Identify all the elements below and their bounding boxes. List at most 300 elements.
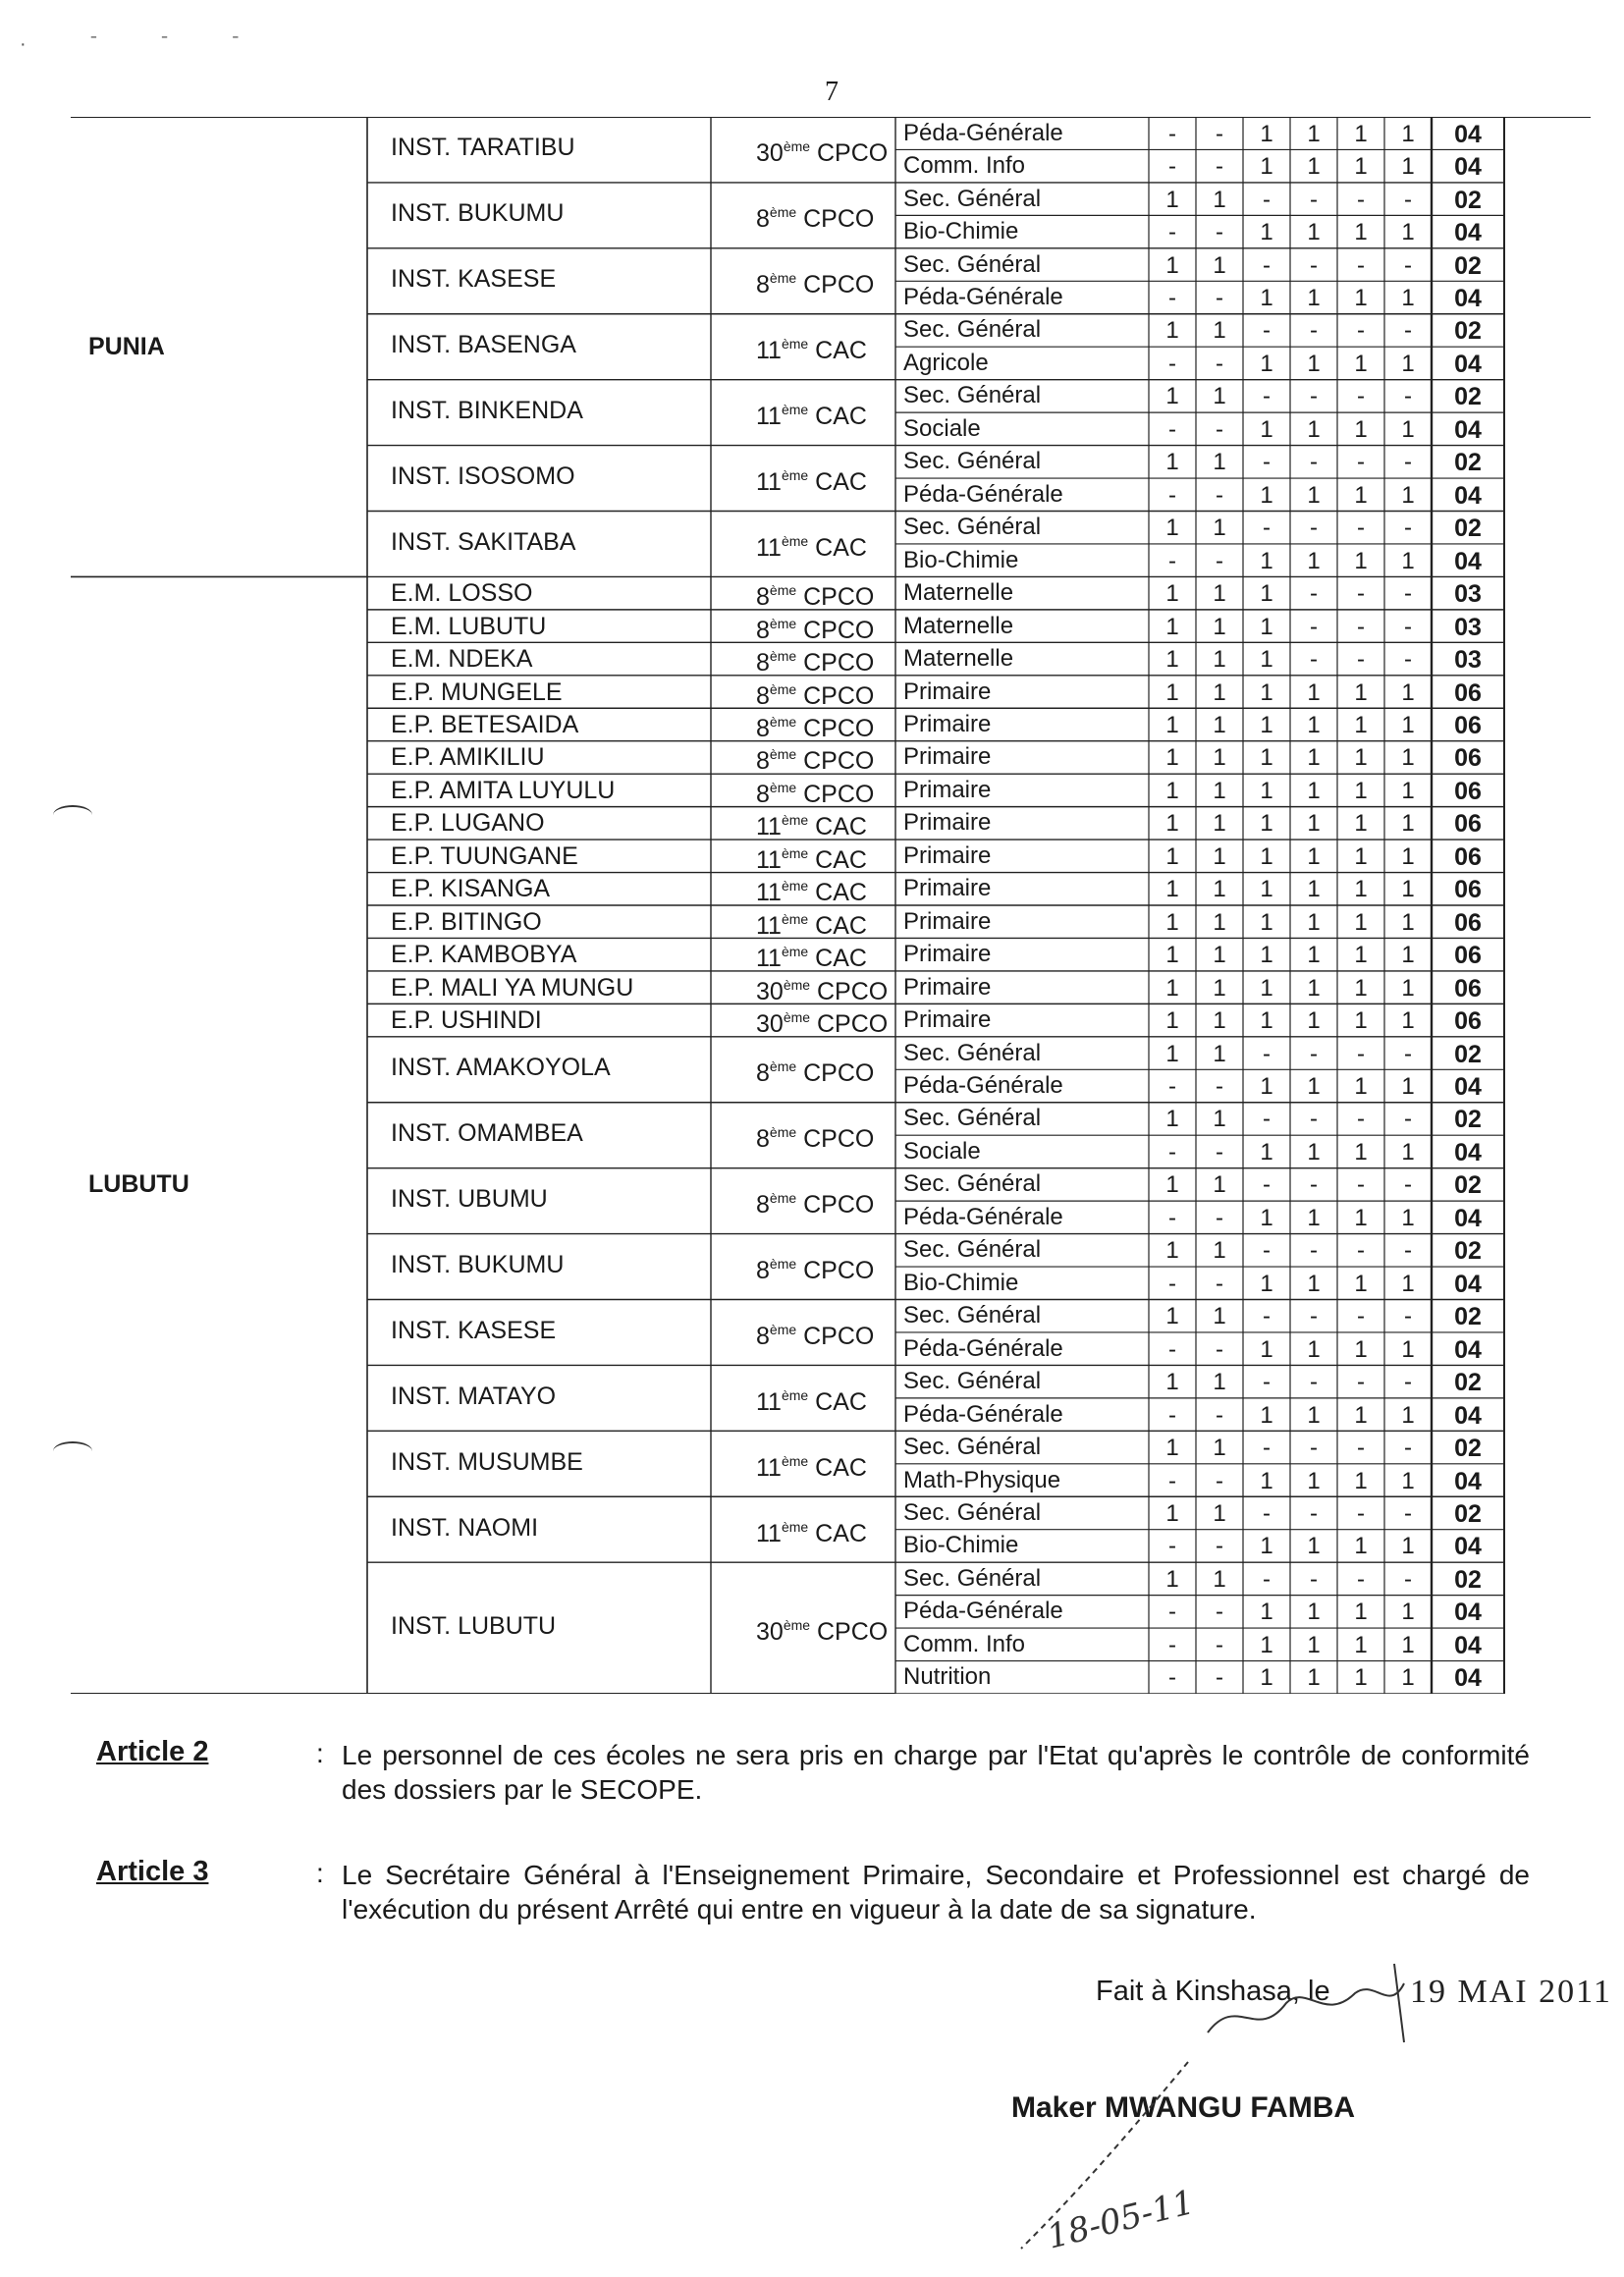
option-total: 04	[1454, 547, 1482, 575]
option-count: -	[1263, 1237, 1271, 1265]
option-count: 1	[1354, 1073, 1368, 1101]
level-unit: CAC	[808, 911, 867, 940]
option-count: 1	[1401, 1138, 1415, 1166]
region-name: PUNIA	[88, 333, 165, 361]
option-count: 1	[1213, 580, 1226, 608]
option-count: -	[1263, 186, 1271, 213]
handwritten-signature	[943, 1954, 1453, 2268]
level-suffix: ème	[769, 648, 797, 665]
option-count: -	[1404, 1237, 1412, 1265]
school-level	[756, 912, 867, 939]
option-count: 1	[1165, 515, 1179, 542]
option-count: 1	[1307, 1138, 1321, 1166]
option-count: 1	[1213, 1237, 1226, 1265]
option-count: 1	[1401, 908, 1415, 936]
option-count: 1	[1307, 1270, 1321, 1297]
option-count: 1	[1165, 908, 1179, 936]
option-total: 04	[1454, 285, 1482, 313]
option-count: 1	[1165, 317, 1179, 345]
level-number: 30	[756, 1618, 784, 1647]
option-count: 1	[1354, 1467, 1368, 1494]
option-total: 06	[1454, 908, 1482, 937]
school-level	[756, 1059, 874, 1086]
option-count: 1	[1213, 1171, 1226, 1199]
level-suffix: ème	[769, 582, 797, 599]
option-count: -	[1168, 153, 1176, 181]
option-count: -	[1310, 1106, 1318, 1133]
handwritten-date: 18-05-11	[1043, 2182, 1199, 2257]
level-unit: CPCO	[810, 1010, 889, 1039]
option-name: Primaire	[903, 973, 992, 1001]
option-total: 02	[1454, 1106, 1482, 1134]
level-suffix: ème	[769, 779, 797, 795]
option-count: 1	[1165, 251, 1179, 279]
option-count: -	[1357, 449, 1365, 476]
option-count: 1	[1401, 1335, 1415, 1363]
option-name: Bio-Chimie	[903, 546, 1019, 573]
level-unit: CPCO	[796, 747, 875, 776]
level-suffix: ème	[781, 532, 809, 549]
option-count: 1	[1213, 613, 1226, 640]
option-count: 1	[1213, 974, 1226, 1002]
school-level	[756, 781, 874, 807]
option-count: 1	[1165, 810, 1179, 838]
school-level	[756, 271, 874, 298]
option-count: -	[1357, 1171, 1365, 1199]
option-name: Math-Physique	[903, 1466, 1061, 1493]
school-level	[756, 715, 874, 741]
level-unit: CPCO	[810, 1618, 889, 1647]
option-name: Nutrition	[903, 1663, 992, 1691]
school-name: INST. BINKENDA	[391, 397, 583, 425]
option-name: Sec. Général	[903, 514, 1042, 541]
option-total: 06	[1454, 678, 1482, 707]
school-name: INST. BASENGA	[391, 331, 576, 359]
option-count: -	[1168, 1204, 1176, 1231]
option-count: 1	[1213, 449, 1226, 476]
option-count: 1	[1213, 1565, 1226, 1593]
article-3-text: Le Secrétaire Général à l'Enseignement Primaire, Secondaire et Professionnel est chargé de l'exécution du présent Arrêté qui entre en vigueur à la date de sa signature.	[342, 1860, 1530, 1925]
option-count: -	[1168, 350, 1176, 377]
option-count: -	[1216, 481, 1223, 509]
option-count: 1	[1354, 415, 1368, 443]
option-count: 1	[1401, 120, 1415, 147]
option-total: 04	[1454, 1073, 1482, 1102]
level-number: 8	[756, 1125, 770, 1154]
option-count: -	[1168, 1631, 1176, 1658]
option-count: 1	[1401, 744, 1415, 772]
option-name: Primaire	[903, 809, 992, 837]
option-count: 1	[1213, 1303, 1226, 1330]
option-count: -	[1263, 1171, 1271, 1199]
option-count: 1	[1213, 1007, 1226, 1035]
option-count: -	[1168, 1401, 1176, 1429]
level-unit: CPCO	[796, 205, 875, 234]
option-count: 1	[1260, 1631, 1273, 1658]
school-level	[756, 337, 867, 363]
option-count: 1	[1354, 678, 1368, 706]
option-total: 04	[1454, 1664, 1482, 1693]
option-count: -	[1168, 1599, 1176, 1626]
level-unit: CPCO	[810, 139, 889, 168]
option-count: 1	[1354, 547, 1368, 574]
option-count: -	[1216, 1401, 1223, 1429]
option-count: 1	[1260, 547, 1273, 574]
level-suffix: ème	[769, 270, 797, 287]
school-level	[756, 1125, 874, 1152]
option-name: Primaire	[903, 743, 992, 771]
option-name: Sec. Général	[903, 316, 1042, 344]
school-name: E.P. AMIKILIU	[391, 743, 545, 772]
level-suffix: ème	[769, 1058, 797, 1075]
option-count: 1	[1307, 1664, 1321, 1692]
option-count: 1	[1354, 1599, 1368, 1626]
option-count: 1	[1260, 153, 1273, 181]
option-count: 1	[1307, 1073, 1321, 1101]
option-count: 1	[1401, 1664, 1415, 1692]
option-total: 06	[1454, 974, 1482, 1003]
level-unit: CAC	[808, 845, 867, 874]
option-count: -	[1404, 646, 1412, 674]
option-count: 1	[1165, 744, 1179, 772]
level-unit: CAC	[808, 1387, 867, 1416]
school-level	[756, 403, 867, 429]
school-name: E.P. TUUNGANE	[391, 841, 578, 870]
level-suffix: ème	[781, 944, 809, 960]
school-name: INST. LUBUTU	[391, 1612, 557, 1641]
option-total: 02	[1454, 1237, 1482, 1266]
level-suffix: ème	[781, 812, 809, 829]
option-count: 1	[1307, 1007, 1321, 1035]
option-count: 1	[1307, 974, 1321, 1002]
level-unit: CAC	[808, 879, 867, 907]
option-count: -	[1404, 1435, 1412, 1462]
option-count: -	[1168, 285, 1176, 312]
option-count: 1	[1401, 711, 1415, 738]
option-count: 1	[1401, 876, 1415, 903]
level-number: 30	[756, 1010, 784, 1039]
option-count: -	[1216, 153, 1223, 181]
school-name: E.P. AMITA LUYULU	[391, 776, 616, 804]
option-name: Sec. Général	[903, 1039, 1042, 1066]
level-suffix: ème	[769, 1321, 797, 1337]
option-count: -	[1404, 317, 1412, 345]
option-name: Sec. Général	[903, 185, 1042, 212]
option-count: 1	[1401, 1270, 1415, 1297]
level-number: 8	[756, 714, 770, 742]
level-unit: CPCO	[796, 616, 875, 644]
option-count: -	[1310, 580, 1318, 608]
level-number: 8	[756, 205, 770, 234]
school-level	[756, 1520, 867, 1546]
option-total: 04	[1454, 350, 1482, 378]
option-count: 1	[1213, 515, 1226, 542]
school-name: INST. UBUMU	[391, 1185, 548, 1214]
school-name: INST. BUKUMU	[391, 1251, 565, 1279]
option-count: -	[1357, 1106, 1365, 1133]
school-level	[756, 468, 867, 495]
option-count: -	[1404, 613, 1412, 640]
option-count: 1	[1401, 1631, 1415, 1658]
option-count: 1	[1260, 1401, 1273, 1429]
option-count: -	[1263, 1499, 1271, 1527]
school-name: INST. SAKITABA	[391, 527, 576, 556]
option-count: 1	[1165, 449, 1179, 476]
region-name: LUBUTU	[88, 1170, 189, 1199]
option-name: Sec. Général	[903, 1368, 1042, 1395]
option-name: Maternelle	[903, 645, 1014, 673]
option-total: 06	[1454, 711, 1482, 739]
school-name: INST. OMAMBEA	[391, 1119, 583, 1148]
option-count: 1	[1354, 1138, 1368, 1166]
option-count: -	[1216, 219, 1223, 246]
level-suffix: ème	[781, 1452, 809, 1469]
option-count: 1	[1260, 1533, 1273, 1560]
option-count: 1	[1165, 1237, 1179, 1265]
option-name: Sec. Général	[903, 382, 1042, 409]
level-unit: CPCO	[796, 1059, 875, 1088]
option-name: Sec. Général	[903, 1434, 1042, 1461]
option-count: -	[1404, 1369, 1412, 1396]
option-count: 1	[1165, 942, 1179, 969]
school-level	[756, 813, 867, 840]
level-unit: CPCO	[810, 977, 889, 1005]
option-count: 1	[1307, 842, 1321, 870]
option-count: 1	[1307, 415, 1321, 443]
school-name: E.P. KAMBOBYA	[391, 941, 577, 969]
option-count: -	[1263, 515, 1271, 542]
school-name: E.P. LUGANO	[391, 809, 545, 838]
option-total: 06	[1454, 1007, 1482, 1036]
option-count: 1	[1401, 1073, 1415, 1101]
schools-table	[71, 117, 1591, 1694]
option-count: 1	[1165, 1303, 1179, 1330]
option-count: 1	[1354, 942, 1368, 969]
option-count: -	[1404, 1499, 1412, 1527]
option-count: 1	[1354, 1401, 1368, 1429]
option-count: 1	[1401, 415, 1415, 443]
option-total: 04	[1454, 1138, 1482, 1166]
level-unit: CAC	[808, 1519, 867, 1547]
option-count: 1	[1354, 1270, 1368, 1297]
option-name: Bio-Chimie	[903, 1532, 1019, 1559]
option-total: 02	[1454, 1499, 1482, 1528]
level-number: 11	[756, 403, 782, 431]
option-name: Sec. Général	[903, 1105, 1042, 1132]
option-count: 1	[1260, 777, 1273, 804]
option-count: 1	[1354, 120, 1368, 147]
option-count: 1	[1354, 974, 1368, 1002]
option-count: 1	[1260, 285, 1273, 312]
level-suffix: ème	[769, 680, 797, 697]
option-count: -	[1310, 251, 1318, 279]
option-name: Sec. Général	[903, 250, 1042, 278]
option-count: 1	[1260, 711, 1273, 738]
school-name: E.M. LOSSO	[391, 579, 533, 608]
option-count: 1	[1260, 613, 1273, 640]
option-count: 1	[1401, 1401, 1415, 1429]
option-total: 06	[1454, 744, 1482, 773]
option-count: -	[1168, 120, 1176, 147]
school-level	[756, 1191, 874, 1218]
option-count: 1	[1165, 613, 1179, 640]
option-total: 04	[1454, 1401, 1482, 1430]
option-count: 1	[1354, 711, 1368, 738]
option-count: -	[1263, 1106, 1271, 1133]
article-2-label: Article 2	[96, 1736, 209, 1767]
option-count: -	[1216, 415, 1223, 443]
option-count: 1	[1401, 974, 1415, 1002]
option-total: 02	[1454, 1303, 1482, 1331]
option-count: -	[1404, 1303, 1412, 1330]
option-count: -	[1216, 1631, 1223, 1658]
option-count: 1	[1165, 383, 1179, 410]
option-count: -	[1263, 383, 1271, 410]
option-count: 1	[1165, 580, 1179, 608]
option-total: 02	[1454, 1369, 1482, 1397]
level-unit: CAC	[808, 403, 867, 431]
option-count: 1	[1401, 350, 1415, 377]
option-count: 1	[1354, 1335, 1368, 1363]
option-total: 04	[1454, 415, 1482, 444]
option-name: Primaire	[903, 710, 992, 737]
option-total: 04	[1454, 1204, 1482, 1232]
level-number: 11	[756, 1453, 782, 1482]
option-count: -	[1357, 646, 1365, 674]
level-number: 11	[756, 337, 782, 365]
level-number: 8	[756, 583, 770, 612]
school-level	[756, 1454, 867, 1481]
level-number: 8	[756, 1257, 770, 1285]
option-count: -	[1168, 547, 1176, 574]
option-name: Agricole	[903, 349, 989, 376]
level-unit: CAC	[808, 813, 867, 841]
level-number: 11	[756, 1387, 782, 1416]
option-count: 1	[1307, 1467, 1321, 1494]
option-count: -	[1263, 1435, 1271, 1462]
option-count: -	[1310, 1040, 1318, 1067]
option-count: 1	[1307, 942, 1321, 969]
option-count: -	[1216, 120, 1223, 147]
option-count: -	[1310, 1499, 1318, 1527]
option-name: Péda-Générale	[903, 1598, 1063, 1625]
option-count: -	[1357, 317, 1365, 345]
school-name: E.M. LUBUTU	[391, 612, 547, 640]
level-unit: CPCO	[796, 1191, 875, 1220]
option-count: 1	[1165, 1040, 1179, 1067]
level-suffix: ème	[769, 204, 797, 221]
date-stamp: 19 MAI 2011	[1410, 1974, 1612, 2010]
option-count: 1	[1213, 186, 1226, 213]
option-count: 1	[1213, 317, 1226, 345]
option-count: 1	[1354, 481, 1368, 509]
option-count: 1	[1213, 744, 1226, 772]
option-count: 1	[1165, 186, 1179, 213]
level-suffix: ème	[781, 878, 809, 895]
option-count: 1	[1354, 350, 1368, 377]
option-name: Comm. Info	[903, 152, 1026, 180]
option-count: 1	[1213, 876, 1226, 903]
option-total: 06	[1454, 842, 1482, 871]
option-count: 1	[1260, 580, 1273, 608]
option-name: Bio-Chimie	[903, 1269, 1019, 1296]
level-number: 8	[756, 1322, 770, 1350]
option-name: Péda-Générale	[903, 1203, 1063, 1230]
option-count: 1	[1165, 1565, 1179, 1593]
school-level	[756, 139, 888, 166]
option-count: -	[1404, 186, 1412, 213]
option-count: 1	[1260, 974, 1273, 1002]
option-name: Sec. Général	[903, 1302, 1042, 1329]
option-total: 02	[1454, 1435, 1482, 1463]
option-name: Primaire	[903, 841, 992, 869]
option-count: 1	[1354, 1664, 1368, 1692]
option-count: 1	[1260, 350, 1273, 377]
option-name: Bio-Chimie	[903, 218, 1019, 245]
school-level	[756, 1388, 867, 1415]
article-3-colon: :	[316, 1858, 324, 1888]
option-count: -	[1168, 1073, 1176, 1101]
level-number: 8	[756, 747, 770, 776]
option-count: -	[1310, 1435, 1318, 1462]
option-count: 1	[1213, 646, 1226, 674]
option-count: -	[1216, 547, 1223, 574]
option-count: 1	[1401, 285, 1415, 312]
option-count: 1	[1354, 876, 1368, 903]
option-count: -	[1263, 449, 1271, 476]
option-count: 1	[1354, 285, 1368, 312]
option-count: 1	[1307, 481, 1321, 509]
option-count: 1	[1165, 974, 1179, 1002]
option-count: 1	[1260, 1335, 1273, 1363]
option-count: -	[1216, 1467, 1223, 1494]
level-number: 8	[756, 616, 770, 644]
option-total: 02	[1454, 1171, 1482, 1200]
option-count: -	[1357, 1040, 1365, 1067]
option-count: 1	[1260, 876, 1273, 903]
level-number: 8	[756, 681, 770, 710]
option-count: -	[1216, 1138, 1223, 1166]
option-count: 1	[1260, 1204, 1273, 1231]
level-unit: CPCO	[796, 1257, 875, 1285]
option-count: 1	[1307, 547, 1321, 574]
option-count: 1	[1260, 678, 1273, 706]
level-number: 8	[756, 649, 770, 678]
option-count: 1	[1354, 1204, 1368, 1231]
scan-specks: · ˉ ˉ ˉ	[20, 33, 269, 55]
option-name: Péda-Générale	[903, 1334, 1063, 1362]
option-count: -	[1168, 1533, 1176, 1560]
option-total: 02	[1454, 383, 1482, 411]
level-suffix: ème	[783, 976, 811, 993]
option-count: -	[1310, 515, 1318, 542]
option-count: -	[1357, 1369, 1365, 1396]
option-name: Péda-Générale	[903, 480, 1063, 508]
option-total: 06	[1454, 942, 1482, 970]
option-count: 1	[1213, 810, 1226, 838]
option-total: 04	[1454, 1467, 1482, 1495]
option-total: 04	[1454, 1631, 1482, 1659]
level-suffix: ème	[781, 1518, 809, 1535]
option-count: 1	[1401, 1599, 1415, 1626]
option-count: -	[1404, 251, 1412, 279]
school-level	[756, 1010, 888, 1037]
school-name: INST. NAOMI	[391, 1513, 539, 1542]
option-total: 02	[1454, 1040, 1482, 1068]
option-count: 1	[1354, 744, 1368, 772]
level-unit: CAC	[808, 533, 867, 562]
level-suffix: ème	[781, 910, 809, 927]
